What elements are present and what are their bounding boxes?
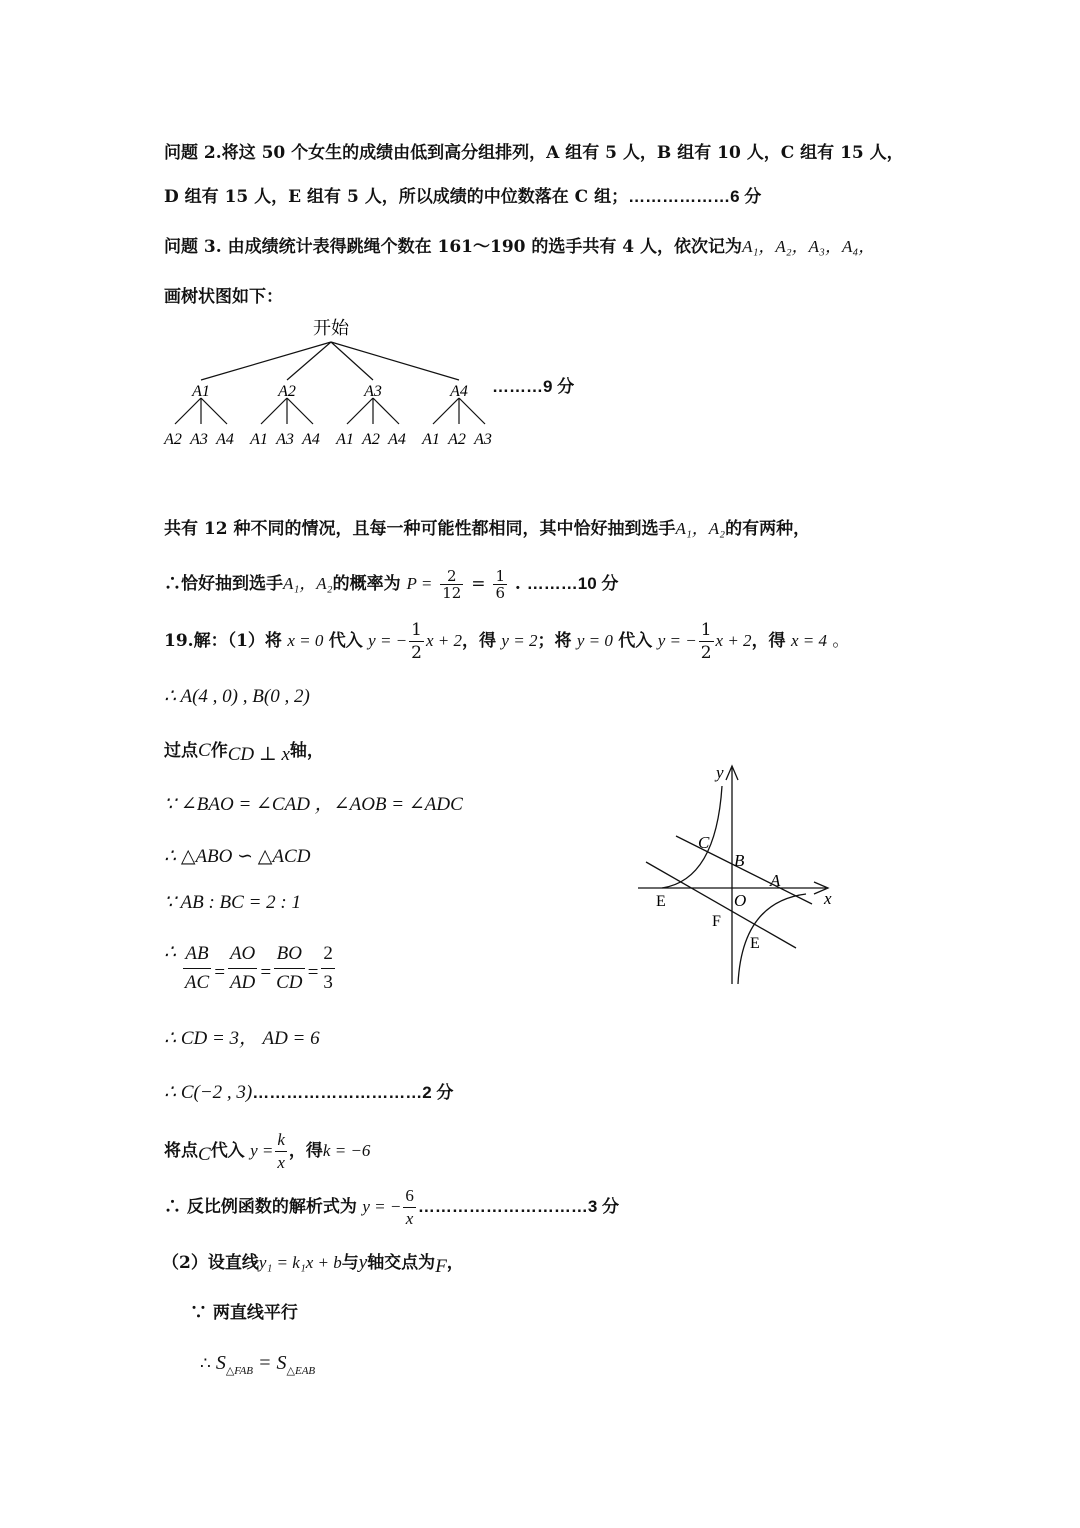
area-symbol: S — [215, 1352, 226, 1374]
q19-line-8: ∴ CD = 3， AD = 6 — [164, 1028, 320, 1049]
q19-line-2: ∴ A(4 , 0) , B(0 , 2) — [164, 686, 310, 707]
q19-line-9 — [164, 1080, 453, 1106]
hyperbola-branch-lower-right — [738, 894, 806, 984]
q3-tree-score-dots: ……… — [492, 377, 543, 396]
tree-l2-node: A3 — [276, 431, 294, 448]
tree-l2-node: A4 — [388, 431, 406, 448]
q19-score: 2 分 — [422, 1083, 454, 1102]
label-e-right: E — [750, 935, 760, 952]
q3-line-4-prefix: ∴恰好抽到选手 — [164, 574, 283, 594]
tree-l1-a3: A3 — [364, 383, 382, 400]
label-a: A — [770, 871, 781, 890]
tree-root: 开始 — [313, 318, 349, 339]
fraction-denominator: 6 — [495, 584, 505, 602]
tree-l2-node: A4 — [302, 431, 320, 448]
math: y = − — [657, 631, 697, 650]
tree-l2-node: A1 — [250, 431, 268, 448]
math: y — [358, 1252, 368, 1273]
k-fraction — [275, 1129, 287, 1174]
tree-l2-node: A1 — [422, 431, 440, 448]
q3-line-1-text: 问题 3. 由成绩统计表得跳绳个数在 161～190 的选手共有 4 人，依次记为 — [164, 237, 743, 257]
q19-score-dots: ………………………… — [252, 1083, 423, 1102]
q19-line-5: ∴ △ABO ∽ △ACD — [164, 846, 311, 867]
area-subscript: △FAB — [225, 1365, 254, 1377]
ratio-fraction — [274, 940, 304, 997]
q3-tree-score-value: 9 分 — [543, 377, 575, 396]
tree-l1-a1: A1 — [192, 383, 210, 400]
label-f: F — [712, 913, 721, 930]
q3-score: 10 分 — [577, 574, 619, 593]
tree-l2-node: A1 — [336, 431, 354, 448]
six-over-x-fraction — [403, 1185, 416, 1230]
text: 轴， — [289, 741, 324, 761]
q19-line-1 — [164, 616, 849, 666]
text: 过点 — [164, 741, 198, 761]
math: C — [198, 740, 211, 761]
label-b: B — [734, 851, 745, 870]
text: ，得 — [751, 631, 786, 651]
text: ，得 — [462, 631, 497, 651]
fraction-denominator: x — [405, 1209, 414, 1228]
text: 代入 — [328, 631, 363, 651]
q19-heading: 19.解：（1）将 — [164, 631, 282, 651]
fraction-numerator: 1 — [411, 620, 422, 640]
q3-line-3-suffix: 的有两种， — [725, 519, 811, 539]
fraction-denominator: CD — [276, 972, 303, 993]
math: ∴ C(−2 , 3) — [164, 1082, 253, 1103]
fraction-numerator: BO — [274, 940, 304, 969]
q19-line-12 — [162, 1250, 464, 1276]
q19-line-11 — [164, 1182, 619, 1232]
math: y = 0 — [576, 631, 613, 650]
math: x = 4 — [790, 631, 827, 650]
label-y: y — [716, 763, 724, 782]
half-fraction — [409, 619, 424, 664]
equals: = — [213, 962, 226, 983]
text: 与 — [341, 1253, 359, 1273]
tree-l2-node: A3 — [190, 431, 208, 448]
text: 代入 — [618, 631, 653, 651]
fraction-numerator: AB — [183, 940, 211, 969]
fraction-denominator: 12 — [442, 584, 462, 602]
q2-line-2-text: D 组有 15 人，E 组有 5 人，所以成绩的中位数落在 C 组； — [164, 187, 629, 207]
math: F — [435, 1256, 447, 1277]
fraction-numerator: k — [275, 1129, 287, 1152]
text: 轴交点为 — [367, 1253, 436, 1273]
q19-line-3 — [164, 738, 324, 764]
fraction-denominator: AC — [184, 972, 210, 993]
probability-equals: = — [471, 574, 486, 594]
fraction-denominator: 2 — [700, 643, 712, 663]
math: x = 0 — [287, 631, 324, 650]
tree-l2-node: A2 — [362, 431, 380, 448]
q3-tree-score — [492, 374, 574, 400]
q3-line-3 — [164, 516, 810, 542]
text: ， — [446, 1253, 464, 1273]
math: y = 2 — [501, 631, 538, 650]
text: 作 — [210, 741, 228, 761]
q19-score: 3 分 — [587, 1197, 620, 1216]
math: y = — [250, 1141, 274, 1160]
math: = S — [253, 1352, 287, 1374]
tree-l2-node: A2 — [164, 431, 182, 448]
fraction-numerator: 2 — [440, 568, 463, 585]
q3-line-1-vars: A₁，A₂，A₃，A₄， — [742, 237, 876, 256]
q3-score-dots: ……… — [526, 574, 578, 593]
math: y = − — [362, 1197, 402, 1216]
label-c: C — [698, 833, 710, 852]
math: C — [198, 1144, 211, 1165]
text: ∴ 反比例函数的解析式为 — [164, 1197, 357, 1217]
q3-line-4 — [164, 562, 618, 606]
text: ，得 — [288, 1141, 323, 1161]
tree-l2-node: A4 — [216, 431, 234, 448]
fraction-numerator: 1 — [700, 620, 712, 640]
coordinate-graph — [630, 756, 850, 992]
ratio-fraction — [183, 940, 211, 997]
probability-fraction-1 — [440, 568, 463, 601]
fraction-numerator: 2 — [321, 940, 335, 969]
math: k = −6 — [322, 1141, 371, 1160]
hyperbola-branch-upper-left — [662, 786, 722, 888]
label-e-left: E — [656, 893, 666, 910]
area-subscript: △EAB — [286, 1365, 316, 1377]
fraction-denominator: x — [277, 1153, 285, 1172]
q3-line-1 — [164, 234, 875, 260]
ratio-fraction — [228, 940, 257, 997]
fraction-denominator: 2 — [411, 643, 422, 663]
text: ；将 — [537, 631, 572, 651]
label-x: x — [824, 889, 832, 908]
text: 将点 — [164, 1141, 198, 1161]
q19-line-10 — [164, 1126, 370, 1176]
probability-label: P = — [406, 574, 433, 593]
tree-l1-a4: A4 — [450, 383, 468, 400]
q3-line-3-prefix: 共有 12 种不同的情况，且每一种可能性都相同，其中恰好抽到选手 — [164, 519, 676, 539]
q3-line-4-end: . — [514, 574, 521, 594]
q3-line-3-vars: A₁，A₂ — [675, 519, 726, 538]
probability-fraction-2 — [493, 568, 507, 601]
equals: = — [306, 962, 320, 983]
fraction-numerator: 1 — [495, 567, 505, 585]
text: 代入 — [210, 1141, 245, 1161]
q19-line-13: ∵ 两直线平行 — [190, 1303, 298, 1323]
q3-line-4-vars: A₁，A₂ — [283, 574, 333, 593]
math: x + 2 — [715, 631, 752, 650]
fraction-denominator: AD — [229, 972, 256, 993]
text: 。 — [832, 631, 850, 651]
fraction-denominator: 3 — [323, 972, 333, 993]
therefore-symbol: ∴ — [164, 942, 177, 963]
q2-line-1: 问题 2.将这 50 个女生的成绩由低到高分组排列，A 组有 5 人，B 组有 10 人，C 组有 15 人， — [164, 143, 904, 163]
therefore-symbol: ∴ — [200, 1354, 211, 1373]
math: y = − — [368, 631, 408, 650]
tree-l1-a2: A2 — [278, 383, 296, 400]
q3-line-2: 画树状图如下： — [164, 287, 283, 307]
ratio-fraction — [321, 940, 335, 997]
math: y₁ = k₁x + b — [258, 1253, 342, 1272]
q2-line-2 — [164, 184, 761, 210]
q19-score-dots: ………………………… — [417, 1197, 588, 1216]
fraction-numerator: 6 — [403, 1185, 416, 1208]
q3-line-4-mid: 的概率为 — [332, 574, 401, 594]
label-o: O — [734, 891, 747, 910]
fraction-numerator: AO — [228, 940, 257, 969]
q19-line-4: ∵ ∠BAO = ∠CAD ，∠AOB = ∠ADC — [164, 794, 463, 815]
tree-l2-node: A3 — [474, 431, 492, 448]
math: x + 2 — [425, 631, 463, 650]
tree-l2-node: A2 — [448, 431, 466, 448]
q2-score-dots: ……………… — [628, 187, 731, 206]
q19-line-14 — [200, 1350, 315, 1384]
q2-score: 6 分 — [730, 187, 762, 206]
text: （2）设直线 — [162, 1253, 259, 1273]
equals: = — [259, 962, 273, 983]
half-fraction — [699, 619, 714, 664]
math: CD ⊥ x — [227, 744, 290, 765]
q19-line-7 — [164, 940, 337, 997]
q19-line-6: ∵ AB : BC = 2 : 1 — [164, 892, 301, 913]
